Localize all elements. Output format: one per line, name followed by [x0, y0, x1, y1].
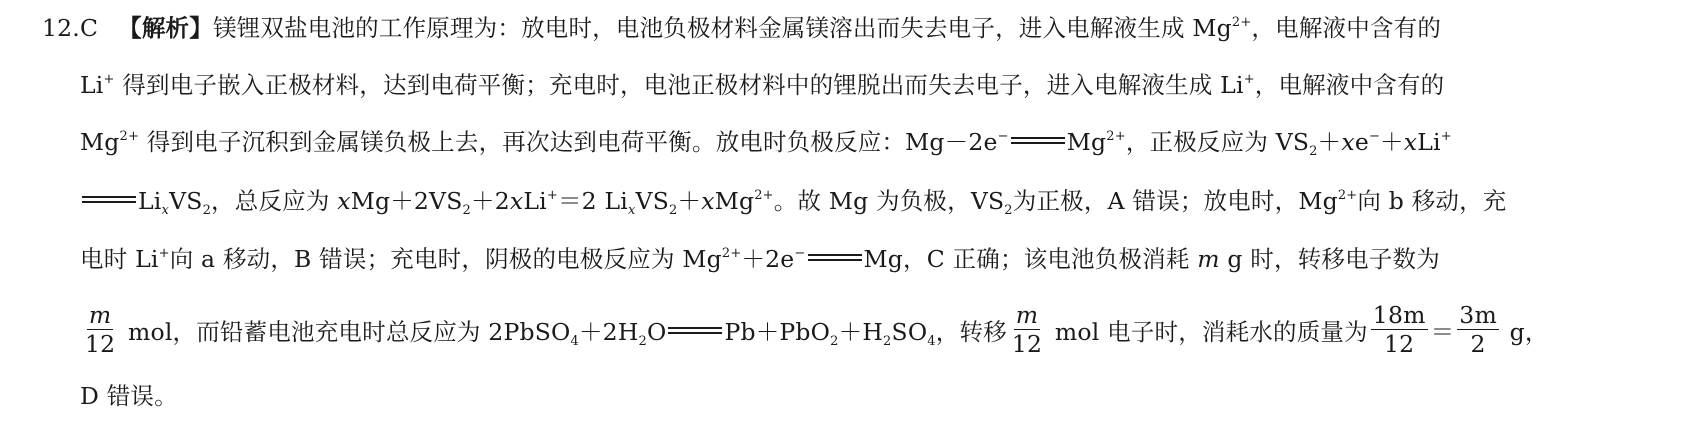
text-segment: 向 b 移动，充	[1357, 187, 1507, 215]
subscript: 4	[570, 334, 579, 349]
text-segment: 向 a 移动，B 错误；充电时，阴极的电极反应为 Mg	[169, 245, 722, 273]
text-segment: D 错误。	[80, 382, 178, 410]
variable-x: x	[1341, 128, 1355, 156]
text-segment: Mg	[1066, 128, 1107, 156]
text-segment: ＋	[1380, 128, 1404, 156]
superscript: +	[158, 246, 170, 261]
text-line-5	[80, 243, 1440, 275]
variable-m: m	[1197, 245, 1220, 273]
text-segment: ＝2 Li	[557, 187, 628, 215]
text-line-1	[42, 12, 1441, 44]
variable-x: x	[701, 187, 715, 215]
text-segment: ，总反应为	[211, 187, 338, 215]
text-segment: ＋2e	[741, 245, 795, 273]
superscript: −	[1368, 129, 1381, 144]
fraction-numerator: 18m	[1372, 301, 1426, 329]
fraction	[83, 301, 117, 358]
question-number: 12.C	[42, 14, 99, 42]
fraction-denominator: 12	[85, 330, 116, 358]
subscript: 4	[927, 334, 936, 349]
text-line-7	[80, 380, 178, 412]
equals-sign-long	[1011, 137, 1065, 144]
subscript: 2	[638, 334, 647, 349]
text-segment: 。故 Mg 为负极，VS	[773, 187, 1005, 215]
analysis-tag: 【解析】	[118, 14, 213, 42]
variable-x: x	[1403, 128, 1418, 156]
text-segment: Mg	[714, 187, 755, 215]
text-line-6	[80, 301, 1549, 362]
equals-sign-long	[82, 196, 136, 203]
subscript-x: x	[628, 203, 636, 218]
text-segment: Li	[523, 187, 547, 215]
text-segment: VS	[635, 187, 670, 215]
superscript: +	[546, 188, 558, 203]
text-segment: 镁锂双盐电池的工作原理为：放电时，电池负极材料金属镁溶出而失去电子，进入电解液生成 Mg	[212, 14, 1232, 42]
subscript: 2	[202, 203, 212, 218]
text-segment: mol 电子时，消耗水的质量为	[1047, 318, 1368, 346]
text-segment: g 时，转移电子数为	[1219, 245, 1440, 273]
superscript: −	[794, 246, 806, 261]
text-segment: Mg，C 正确；该电池负极消耗	[863, 245, 1198, 273]
subscript: 2	[669, 203, 678, 218]
equals-sign-long	[808, 254, 862, 261]
text-segment: 为正极，A 错误；放电时，Mg	[1012, 187, 1338, 215]
variable-x: x	[509, 187, 524, 215]
text-segment: SO	[891, 318, 928, 346]
text-segment: ，正极反应为 VS	[1125, 128, 1310, 156]
text-segment: Li	[80, 71, 104, 99]
superscript: 2+	[1231, 15, 1252, 30]
equals-sign-long	[668, 327, 722, 334]
text-segment: ＝	[1430, 318, 1455, 346]
text-segment: ＋H	[838, 318, 884, 346]
fraction-numerator: m	[1015, 301, 1039, 329]
text-segment: 电时 Li	[80, 245, 159, 273]
text-segment: ，电解液中含有的	[1254, 71, 1445, 99]
subscript: 2	[883, 334, 892, 349]
superscript: +	[1440, 129, 1452, 144]
text-segment: ＋	[1317, 128, 1342, 156]
superscript: +	[103, 72, 115, 87]
superscript: 2+	[754, 188, 774, 203]
subscript: 2	[830, 334, 839, 349]
superscript: 2+	[721, 246, 742, 261]
text-segment: ＋	[677, 187, 702, 215]
superscript: −	[997, 129, 1009, 144]
superscript: 2+	[1106, 129, 1126, 144]
text-segment: g，	[1501, 318, 1549, 346]
text-segment: e	[1354, 128, 1369, 156]
subscript: 2	[1309, 144, 1318, 159]
text-line-4	[80, 185, 1507, 217]
subscript: 2	[1004, 203, 1013, 218]
text-line-3	[80, 126, 1452, 158]
text-segment: Pb＋PbO	[724, 318, 831, 346]
fraction-denominator: 2	[1470, 330, 1486, 358]
text-segment: 得到电子沉积到金属镁负极上去，再次达到电荷平衡。放电时负极反应：Mg－2e	[139, 128, 998, 156]
superscript: 2+	[1337, 188, 1358, 203]
text-segment: ＋2H	[578, 318, 639, 346]
text-segment: Li	[138, 187, 162, 215]
fraction	[1457, 301, 1499, 358]
subscript-x: x	[161, 203, 170, 218]
fraction-denominator: 12	[1011, 330, 1043, 358]
fraction	[1010, 301, 1044, 358]
fraction-numerator: 3m	[1459, 301, 1497, 329]
fraction-denominator: 12	[1384, 330, 1415, 358]
fraction	[1371, 301, 1428, 358]
text-segment: VS	[169, 187, 203, 215]
superscript: 2+	[119, 129, 140, 144]
text-segment: Mg＋2VS	[350, 187, 463, 215]
superscript: +	[1243, 72, 1255, 87]
text-line-2	[80, 69, 1444, 101]
fraction-numerator: m	[88, 301, 112, 329]
text-segment: 得到电子嵌入正极材料，达到电荷平衡；充电时，电池正极材料中的锂脱出而失去电子，进入电解液生成 Li	[114, 71, 1244, 99]
text-segment: O	[647, 318, 667, 346]
variable-x: x	[337, 187, 351, 215]
text-segment: Li	[1417, 128, 1441, 156]
text-segment: ，电解液中含有的	[1251, 14, 1442, 42]
text-segment: Mg	[80, 128, 120, 156]
text-segment: mol，而铅蓄电池充电时总反应为 2PbSO	[120, 318, 571, 346]
text-segment: ，转移	[935, 318, 1007, 346]
text-segment: ＋2	[471, 187, 510, 215]
subscript: 2	[462, 203, 471, 218]
